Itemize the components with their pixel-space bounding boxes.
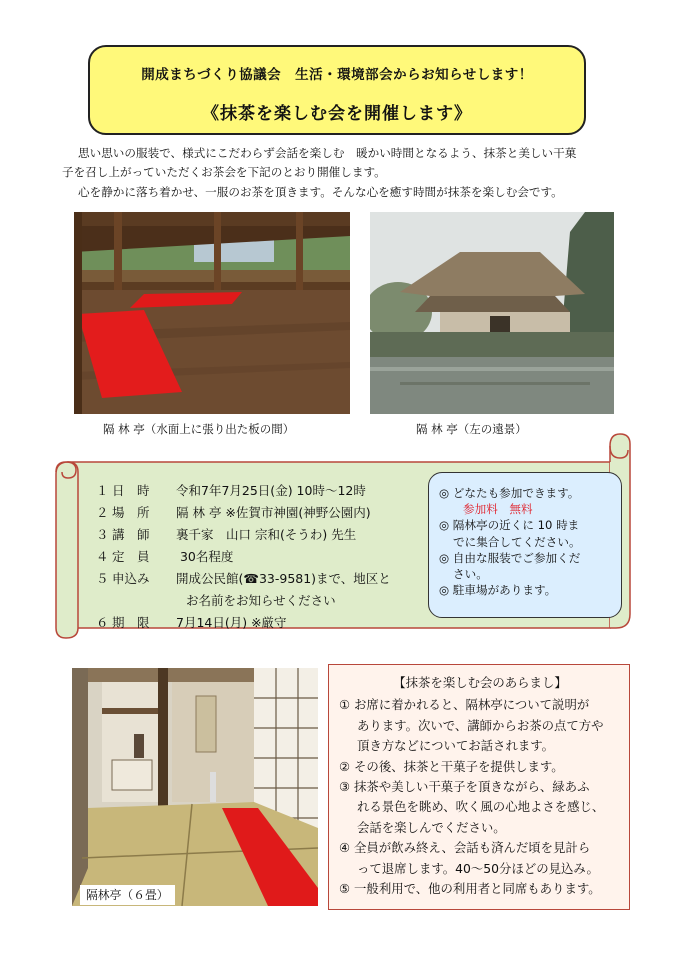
summary-line: って退席します。40〜50分ほどの見込み。 xyxy=(357,860,599,876)
photo-veranda xyxy=(74,212,350,414)
summary-line: あります。次いで、講師からお茶の点て方や xyxy=(357,717,604,733)
detail-label: 期 限 xyxy=(112,615,150,630)
detail-value: お名前をお知らせください xyxy=(186,593,336,608)
summary-line: 会話を楽しんでください。 xyxy=(357,819,506,835)
photo-tatami-room xyxy=(72,668,318,906)
intro-line-3: 心を静かに落ち着かせ、一服のお茶を頂きます。そんな心を癒す時間が抹茶を楽しむ会です。 xyxy=(78,185,563,199)
caption-photo-tatami-room: 隔林亭（６畳） xyxy=(80,885,175,905)
note-meeting: ◎ 隔林亭の近くに 10 時ま xyxy=(439,518,580,533)
detail-value: 裏千家 山口 宗和(そうわ) 先生 xyxy=(176,527,357,542)
summary-line: ④ 全員が飲み終え、会話も済んだ頃を見計ら xyxy=(339,840,591,856)
detail-value: 令和7年7月25日(金) 10時〜12時 xyxy=(176,483,366,498)
detail-label: 場 所 xyxy=(112,505,150,520)
summary-box xyxy=(328,664,630,910)
summary-line: ② その後、抹茶と干菓子を提供します。 xyxy=(339,758,564,774)
header-line1: 開成まちづくり協議会 生活・環境部会からお知らせします！ xyxy=(141,67,533,83)
header-title: 《抹茶を楽しむ会を開催します》 xyxy=(202,104,472,124)
detail-value: 7月14日(月) ※厳守 xyxy=(176,615,287,630)
intro-line-1: 思い思いの服装で、様式にこだわらず会話を楽しむ 暖かい時間となるよう、抹茶と美しい干菓 xyxy=(78,146,577,160)
note-open-to-all: ◎ どなたも参加できます。 xyxy=(439,486,580,500)
summary-line: ③ 抹茶や美しい干菓子を頂きながら、緑あふ xyxy=(339,779,590,795)
detail-row xyxy=(96,480,391,502)
detail-row xyxy=(96,524,391,546)
detail-num: １ xyxy=(96,483,109,498)
detail-row xyxy=(96,546,391,568)
summary-line: れる景色を眺め、吹く風の心地よさを感じ、 xyxy=(357,799,605,815)
detail-label: 日 時 xyxy=(112,483,150,498)
detail-row xyxy=(96,612,391,634)
summary-title: 【抹茶を楽しむ会のあらまし】 xyxy=(393,675,567,690)
detail-num: ３ xyxy=(96,527,109,542)
note-parking: ◎ 駐車場があります。 xyxy=(439,583,557,598)
details-list xyxy=(96,480,391,634)
detail-value: 隔 林 亭 ※佐賀市神園(神野公園内) xyxy=(176,505,371,520)
detail-row xyxy=(96,568,391,590)
detail-num: ６ xyxy=(96,615,109,630)
detail-label: 講 師 xyxy=(112,527,150,542)
notes-box xyxy=(428,472,622,618)
intro-line-2: 子を召し上がっていただくお茶会を下記のとおり開催します。 xyxy=(62,165,386,179)
summary-line: ① お席に着かれると、隔林亭について説明が xyxy=(339,697,590,713)
detail-num: ２ xyxy=(96,505,109,520)
note-fee: 参加料 無料 xyxy=(463,502,533,517)
note-clothing: ◎ 自由な服装でご参加くだ xyxy=(439,550,581,565)
caption-photo-thatched-house: 隔 林 亭（左の遠景） xyxy=(416,422,527,436)
detail-value: 開成公民館(☎33-9581)まで、地区と xyxy=(176,571,391,586)
note-clothing-cont: さい。 xyxy=(453,567,488,582)
detail-row xyxy=(96,590,391,612)
note-meeting-cont: でに集合してください。 xyxy=(453,534,581,549)
detail-num: ５ xyxy=(96,571,109,586)
header-banner xyxy=(88,45,586,135)
photo-thatched-house xyxy=(370,212,614,414)
detail-label: 申込み xyxy=(112,571,150,586)
detail-value: 30名程度 xyxy=(176,549,234,564)
detail-label: 定 員 xyxy=(112,549,150,564)
detail-row xyxy=(96,502,391,524)
caption-photo-veranda: 隔 林 亭（水面上に張り出た板の間） xyxy=(103,422,295,436)
detail-num: ４ xyxy=(96,549,109,564)
summary-line: 頂き方などについてお話されます。 xyxy=(357,738,555,754)
summary-line: ⑤ 一般利用で、他の利用者と同席もあります。 xyxy=(339,881,601,897)
